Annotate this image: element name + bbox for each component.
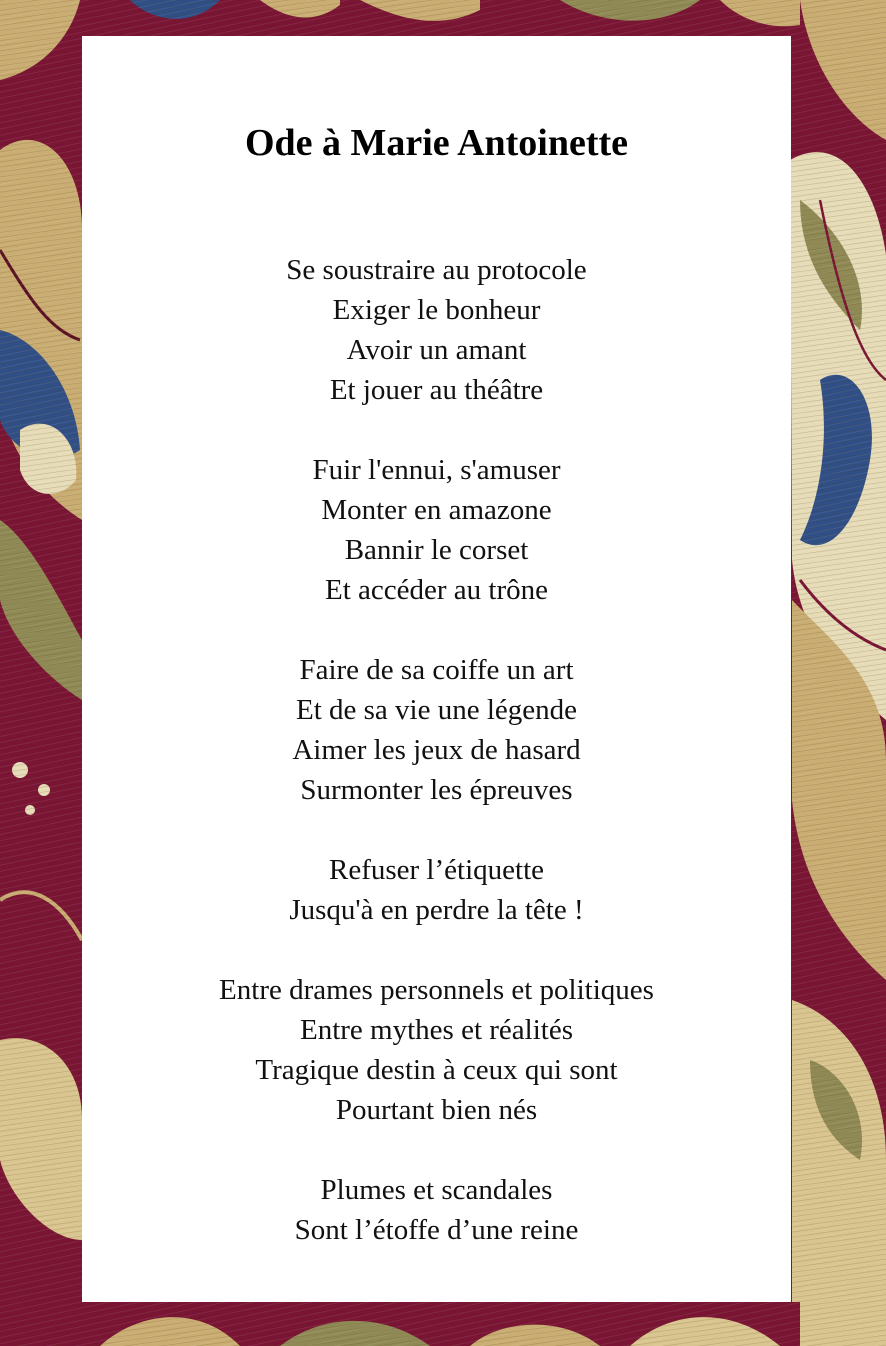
stanza (82, 1170, 791, 1250)
stanza (82, 450, 791, 610)
verse: Plumes et scandales (320, 1174, 553, 1206)
verse: Et jouer au théâtre (329, 374, 544, 406)
verse: Bannir le corset (344, 534, 529, 566)
verse: Jusqu'à en perdre la tête ! (289, 894, 584, 926)
verse: Monter en amazone (321, 494, 552, 526)
verse: Aimer les jeux de hasard (292, 734, 581, 766)
verse: Exiger le bonheur (332, 294, 541, 326)
verse: Avoir un amant (346, 334, 527, 366)
verse: Entre drames personnels et politiques (219, 974, 654, 1006)
poem-card (82, 36, 791, 1302)
stanza (82, 250, 791, 410)
verse: Se soustraire au protocole (286, 254, 587, 286)
verse: Entre mythes et réalités (300, 1014, 573, 1046)
stanza (82, 970, 791, 1130)
poem-title: Ode à Marie Antoinette (244, 122, 629, 164)
verse: Fuir l'ennui, s'amuser (312, 454, 561, 486)
verse: Tragique destin à ceux qui sont (255, 1054, 618, 1086)
verse: Faire de sa coiffe un art (299, 654, 574, 686)
verse: Pourtant bien nés (335, 1094, 538, 1126)
verse: Et accéder au trône (325, 574, 548, 606)
verse: Et de sa vie une légende (295, 694, 578, 726)
verse: Sont l’étoffe d’une reine (294, 1214, 579, 1246)
verse: Surmonter les épreuves (300, 774, 573, 806)
poem-body (82, 250, 791, 1290)
stanza (82, 650, 791, 810)
stanza (82, 850, 791, 930)
verse: Refuser l’étiquette (329, 854, 544, 886)
